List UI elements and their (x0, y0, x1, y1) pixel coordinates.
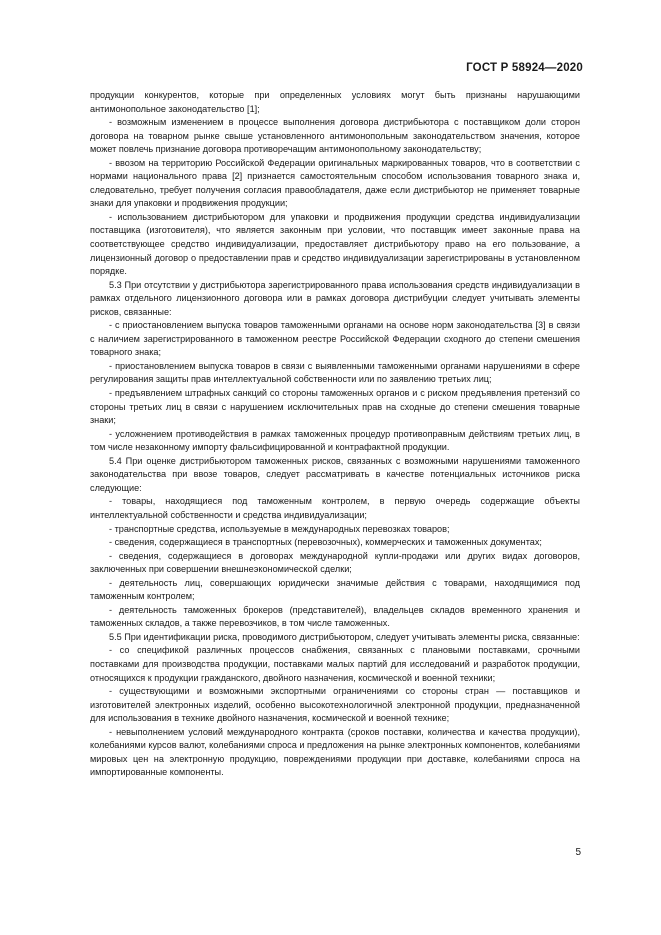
paragraph: - товары, находящиеся под таможенным контролем, в первую очередь содержащие объекты интеллектуальной собственности и средства индивидуализации; (90, 496, 580, 520)
paragraph: - деятельность лиц, совершающих юридически значимые действия с товарами, находящимися под таможенным контролем; (90, 577, 580, 602)
page-number: 5 (575, 847, 581, 858)
paragraph: - использованием дистрибьютором для упаковки и продвижения продукции средства индивидуализации поставщика (изготовителя), что является законным при условии, что поставщик имеет законные права на соответствующее средство индивидуализации, предоставляет дистрибьютору право на его пользование, а лицензионный договор о предоставлении прав и средство индивидуализации зарегистрированы в установленном порядке. (90, 211, 580, 277)
paragraph: - ввозом на территорию Российской Федерации оригинальных маркированных товаров, что в соответствии с нормами национального права [2] признается самостоятельным способом использования товарного знака и, следовательно, требует получения согласия правообладателя, даже если дистрибьютор не применяет товарные знаки для упаковки и продвижения продукции; (90, 157, 580, 209)
paragraph: продукции конкурентов, которые при определенных условиях могут быть признаны нарушающими антимонопольное законодательство [1]; (90, 90, 580, 114)
paragraph: 5.5 При идентификации риска, проводимого дистрибьютором, следует учитывать элементы риска, связанные: (109, 631, 580, 642)
paragraph: - существующими и возможными экспортными ограничениями со стороны стран — поставщиков и изготовителей электронных изделий, особенно высокотехнологичной электронной продукции, предназначенной для использования в технике двойного назначения, космической и военной технике; (90, 686, 580, 724)
paragraph: - сведения, содержащиеся в договорах международной купли-продажи или других видах договоров, заключенных при совершении внешнеэкономической сделки; (90, 550, 580, 575)
paragraph: - усложнением противодействия в рамках таможенных процедур противоправным действиям третьих лиц, в том числе незаконному импорту фальсифицированной и контрафактной продукции. (90, 428, 580, 453)
paragraph: 5.3 При отсутствии у дистрибьютора зарегистрированного права использования средств индивидуализации в рамках отдельного лицензионного договора или в рамках договора дистрибуции следует учитывать элементы рисков, связанные: (90, 279, 580, 317)
body-text (90, 89, 580, 780)
paragraph: - транспортные средства, используемые в международных перевозках товаров; (109, 523, 450, 534)
paragraph: - невыполнением условий международного контракта (сроков поставки, количества и качества продукции), колебаниями курсов валют, колебаниями спроса и предложения на рынке электронных компонентов, колебаниями мировых цен на электронную продукцию, повреждениями продукции при доставке, колебаниями спроса на импортированные компоненты. (90, 726, 580, 778)
paragraph: - возможным изменением в процессе выполнения договора дистрибьютора с поставщиком доли сторон договора на товарном рынке свыше установленного антимонопольным законодательством значения, которое может повлечь признание договора противоречащим антимонопольному законодательству; (90, 117, 580, 155)
paragraph: - сведения, содержащиеся в транспортных (перевозочных), коммерческих и таможенных документах; (109, 537, 542, 548)
paragraph: 5.4 При оценке дистрибьютором таможенных рисков, связанных с возможными нарушениями таможенного законодательства при ввозе товаров, следует рассматривать в качестве потенциальных источников риска следующие: (90, 455, 580, 493)
paragraph: - предъявлением штрафных санкций со стороны таможенных органов и с риском предъявления претензий со стороны третьих лиц в связи с нарушением исключительных прав на сходные до степени смешения товарные знаки; (90, 388, 580, 426)
paragraph: - с приостановлением выпуска товаров таможенными органами на основе норм законодательства [3] в связи с наличием зарегистрированного в таможенном реестре Российской Федерации сходного до степени смешения товарного знака; (90, 320, 580, 358)
standard-number: ГОСТ Р 58924—2020 (466, 62, 583, 74)
paragraph: - деятельность таможенных брокеров (представителей), владельцев складов временного хранения и таможенных складов, а также перевозчиков, в том числе таможенных. (90, 604, 580, 629)
paragraph: - со спецификой различных процессов снабжения, связанных с плановыми поставками, срочными поставками для производства продукции, поставками малых партий для исследований и разработок продукции, относящихся к продукции гражданского, двойного назначения, космической и военной техники; (90, 645, 580, 683)
paragraph: - приостановлением выпуска товаров в связи с выявленными таможенными органами нарушениями в сфере регулирования защиты прав интеллектуальной собственности или по заявлению третьих лиц; (90, 360, 580, 385)
